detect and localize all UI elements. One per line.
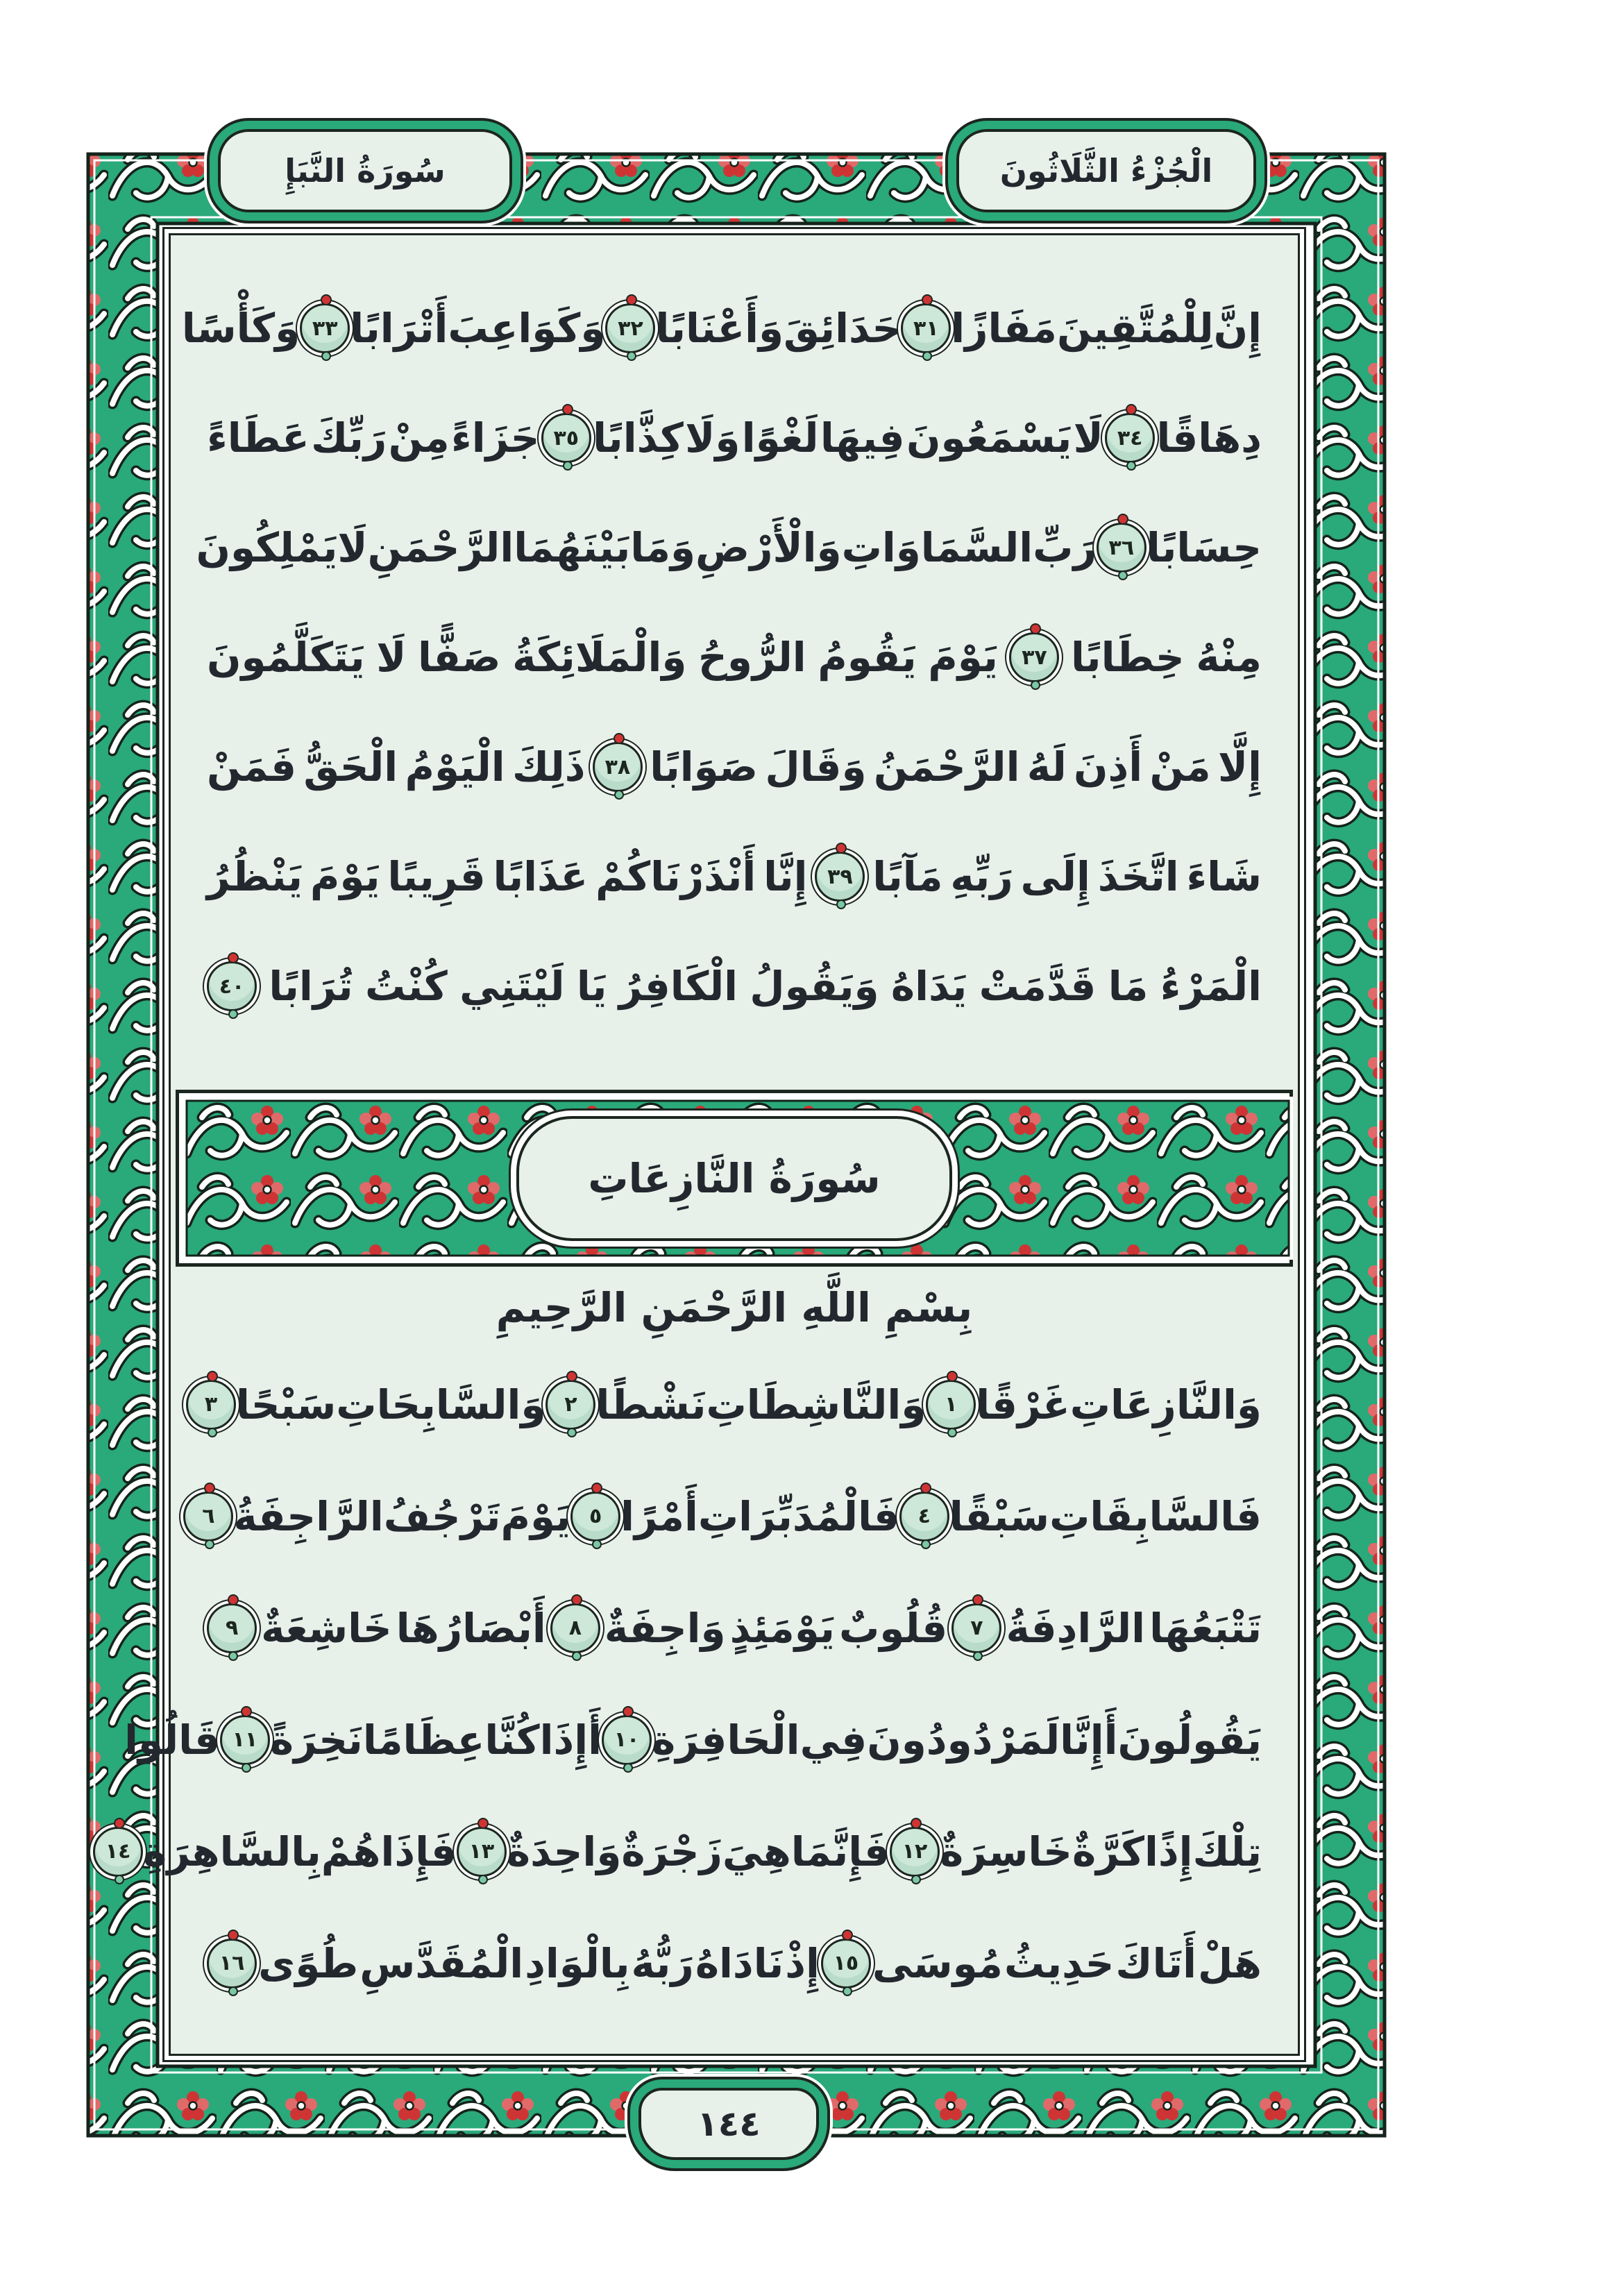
ayah-marker: ٣١ (901, 303, 951, 353)
quran-word: شَاءَ (1186, 853, 1262, 900)
ayah-marker: ١٠ (602, 1715, 652, 1765)
quran-word: لَا (376, 634, 407, 681)
quran-word: تَتْبَعُهَا (1149, 1604, 1262, 1652)
quran-word: فَالْمُدَبِّرَاتِ (697, 1492, 899, 1540)
quran-word: إِلَى (1020, 853, 1090, 900)
quran-word: عِظَامًا (362, 1716, 485, 1764)
quran-word: مَآبًا (872, 853, 943, 900)
quran-word: إِنَّا (763, 853, 808, 900)
basmala: بِسْمِ اللَّهِ الرَّحْمَنِ الرَّحِيمِ (496, 1284, 973, 1331)
quran-word: الرَّحْمَنُ (873, 743, 1020, 791)
quran-word: يَوْمَ (500, 1492, 571, 1540)
quran-word: لَا (337, 524, 368, 571)
ayah-marker: ١٤ (93, 1827, 143, 1877)
quran-word: الْمَرْءُ (1160, 963, 1262, 1010)
quran-word: أَتَاكَ (1115, 1939, 1197, 1987)
quran-line (105, 1796, 1262, 1907)
quran-word: مَنْ (1149, 743, 1211, 791)
quran-word: وَالنَّاشِطَاتِ (706, 1381, 927, 1428)
quran-word: وَالنَّازِعَاتِ (1069, 1381, 1262, 1428)
quran-line (207, 712, 1262, 822)
quran-word: نَادَاهُ (695, 1939, 784, 1987)
quran-word: لَهُ (1026, 743, 1067, 791)
quran-word: السَّمَاوَاتِ (841, 524, 1033, 571)
quran-word: لَيْتَنِي (459, 963, 565, 1010)
quran-word: وَأَعْنَابًا (655, 305, 784, 352)
quran-line (124, 1684, 1262, 1796)
surah-name-label: سُورَةُ النَّبَإِ (285, 152, 446, 189)
quran-word: يَنْظُرُ (207, 853, 303, 900)
quran-word: بِالسَّاهِرَةِ (143, 1827, 321, 1875)
ayah-marker: ٤٠ (207, 961, 257, 1011)
quran-word: طُوًى (258, 1939, 359, 1987)
quran-word: نَخِرَةً (269, 1716, 363, 1764)
quran-word: رَبُّهُ (631, 1939, 694, 1987)
quran-word: الْمُقَدَّسِ (359, 1939, 524, 1987)
quran-word: إِذًا (1144, 1827, 1193, 1875)
quran-word: أَإِذَا (539, 1716, 602, 1764)
quran-word: أَتْرَابًا (350, 305, 448, 352)
quran-word: قَرِيبًا (387, 853, 486, 900)
quran-line (207, 602, 1262, 712)
quran-word: أَبْصَارُهَا (396, 1604, 546, 1652)
quran-word: يَوْمَئِذٍ (729, 1604, 835, 1652)
ayah-marker: ٣٣ (300, 303, 350, 353)
juz-cartouche (956, 129, 1256, 212)
ayah-marker: ٢ (545, 1380, 595, 1430)
quran-word: خَاشِعَةٌ (261, 1604, 392, 1652)
quran-word: فَمَنْ (207, 743, 297, 791)
quran-word: أَمْرًا (620, 1492, 698, 1540)
quran-word: رَبِّ (1033, 524, 1097, 571)
quran-word: مَا (1108, 963, 1149, 1010)
quran-line (207, 1572, 1262, 1684)
quran-word: وَالْأَرْضِ (695, 524, 842, 571)
quran-word: فِيهَا (820, 414, 905, 462)
ayah-marker: ١١ (220, 1715, 270, 1765)
quran-word: إِلَّا (1217, 743, 1262, 791)
ayah-marker: ٣٢ (605, 303, 655, 353)
quran-word: صَفًّا (417, 634, 501, 681)
quran-line (202, 1460, 1262, 1572)
quran-line (207, 822, 1262, 931)
quran-word: الْحَافِرَةِ (652, 1716, 800, 1764)
surah-title-cartouche (516, 1116, 952, 1241)
quran-word: وَمَا (630, 524, 696, 571)
quran-word: بَيْنَهُمَا (514, 524, 631, 571)
quran-word: تِلْكَ (1192, 1827, 1262, 1875)
ayah-marker: ٣ (186, 1380, 236, 1430)
quran-word: ذَلِكَ (512, 743, 586, 791)
quran-word: هِيَ (722, 1827, 791, 1875)
quran-word: الرُّوحُ (698, 634, 806, 681)
ayah-marker: ٧ (951, 1603, 1001, 1653)
quran-word: الْيَوْمُ (405, 743, 505, 791)
quran-word: أَذِنَ (1074, 743, 1143, 791)
quran-word: دِهَاقًا (1156, 414, 1262, 462)
quran-word: أَإِنَّا (1060, 1716, 1118, 1764)
quran-word: فَالسَّابِقَاتِ (1049, 1492, 1262, 1540)
quran-line (196, 493, 1262, 602)
quran-word: فَإِنَّمَا (790, 1827, 890, 1875)
ayah-marker: ١ (926, 1380, 976, 1430)
quran-word: أَنْذَرْنَاكُمْ (595, 853, 756, 900)
quran-word: وَالسَّابِحَاتِ (336, 1381, 546, 1428)
quran-word: نَشْطًا (595, 1381, 707, 1428)
ayah-marker: ٣٨ (593, 742, 643, 792)
quran-word: وَكَوَاعِبَ (448, 305, 606, 352)
ayah-marker: ٥ (570, 1492, 620, 1542)
quran-word: عَطَاءً (207, 414, 310, 462)
quran-word: لِلْمُتَّقِينَ (1056, 305, 1214, 352)
quran-word: تَرْجُفُ (383, 1492, 501, 1540)
quran-word: فِي (800, 1716, 868, 1764)
quran-word: يَوْمَ (928, 634, 998, 681)
quran-word: كُنْتُ (364, 963, 448, 1010)
ayah-marker: ٣٥ (541, 413, 591, 463)
quran-word: غَرْقًا (976, 1381, 1070, 1428)
quran-word: وَاجِفَةٌ (604, 1604, 726, 1652)
quran-word: لَمَرْدُودُونَ (867, 1716, 1060, 1764)
quran-word: الرَّاجِفَةُ (233, 1492, 384, 1540)
quran-word: سَبْحًا (235, 1381, 337, 1428)
quran-word: يَوْمَ (310, 853, 380, 900)
quran-word: إِنَّ (1213, 305, 1262, 352)
quran-word: زَجْرَةٌ (621, 1827, 722, 1875)
quran-word: الرَّادِفَةُ (1006, 1604, 1145, 1652)
quran-word: وَلَا (685, 414, 741, 462)
quran-word: حَدِيثُ (1004, 1939, 1115, 1987)
quran-word: لَا (1073, 414, 1103, 462)
quran-word: قَدَّمَتْ (979, 963, 1097, 1010)
quran-lines-naba (181, 273, 1262, 1041)
quran-word: يَمْلِكُونَ (196, 524, 338, 571)
ayah-marker: ٣٩ (815, 852, 865, 902)
quran-word: وَيَقُولُ (750, 963, 879, 1010)
ayah-marker: ١٣ (457, 1827, 507, 1877)
quran-word: مِنْهُ (1196, 634, 1262, 681)
quran-word: جَزَاءً (451, 414, 540, 462)
quran-word: بِالْوَادِ (525, 1939, 630, 1987)
quran-word: حَدَائِقَ (784, 305, 902, 352)
quran-word: إِذْ (785, 1939, 820, 1987)
quran-line (207, 931, 1262, 1041)
quran-word: لَغْوًا (741, 414, 819, 462)
quran-word: هَلْ (1198, 1939, 1262, 1987)
quran-word: رَبِّكَ (311, 414, 387, 462)
quran-line (207, 1907, 1262, 2019)
ayah-marker: ٦ (183, 1492, 233, 1542)
quran-word: يَا (576, 963, 607, 1010)
quran-word: سَبْقًا (949, 1492, 1050, 1540)
quran-word: قُلُوبٌ (838, 1604, 948, 1652)
quran-word: تُرَابًا (269, 963, 353, 1010)
quran-word: هُمْ (321, 1827, 381, 1875)
ayah-marker: ٤ (899, 1492, 949, 1542)
text-area (105, 233, 1300, 2056)
quran-word: كِذَّابًا (593, 414, 684, 462)
quran-word: الْكَافِرُ (618, 963, 738, 1010)
quran-word: خَاسِرَةٌ (940, 1827, 1072, 1875)
surah-header-band (176, 1090, 1293, 1267)
quran-word: رَبِّهِ (950, 853, 1013, 900)
quran-word: وَالْمَلَائِكَةُ (512, 634, 687, 681)
quran-word: وَقَالَ (765, 743, 867, 791)
quran-word: كُنَّا (484, 1716, 540, 1764)
quran-word: كَرَّةٌ (1072, 1827, 1144, 1875)
ayah-marker: ١٥ (821, 1939, 871, 1989)
quran-word: مُوسَى (872, 1939, 1003, 1987)
quran-line (181, 273, 1262, 383)
ayah-marker: ١٦ (207, 1939, 257, 1989)
ayah-marker: ٩ (207, 1603, 257, 1653)
quran-word: وَاحِدَةٌ (506, 1827, 622, 1875)
quran-word: صَوَابًا (650, 743, 759, 791)
quran-word: يَقُومُ (818, 634, 917, 681)
ayah-marker: ٨ (550, 1603, 600, 1653)
quran-word: وَكَأْسًا (181, 305, 301, 352)
quran-word: الرَّحْمَنِ (367, 524, 514, 571)
quran-word: عَذَابًا (493, 853, 589, 900)
ayah-marker: ٣٤ (1105, 413, 1155, 463)
quran-word: مِنْ (388, 414, 450, 462)
quran-lines-naziat (105, 1349, 1262, 2019)
quran-word: يَدَاهُ (890, 963, 967, 1010)
quran-line (204, 1349, 1262, 1460)
quran-word: مَفَازًا (951, 305, 1057, 352)
quran-word: يَتَكَلَّمُونَ (207, 634, 365, 681)
ayah-marker: ٣٧ (1009, 632, 1059, 682)
page-number-cartouche (638, 2088, 819, 2160)
quran-word: يَقُولُونَ (1117, 1716, 1262, 1764)
quran-line (207, 383, 1262, 493)
quran-word: يَسْمَعُونَ (906, 414, 1072, 462)
quran-word: قَالُوا (124, 1716, 220, 1764)
quran-word: الْحَقُّ (303, 743, 398, 791)
quran-word: اتَّخَذَ (1097, 853, 1179, 900)
page-number: ١٤٤ (697, 2104, 761, 2144)
surah-title: سُورَةُ النَّازِعَاتِ (588, 1154, 881, 1202)
ayah-marker: ٣٦ (1097, 523, 1147, 573)
surah-name-cartouche (218, 129, 512, 212)
quran-word: حِسَابًا (1146, 524, 1262, 571)
quran-word: فَإِذَا (380, 1827, 457, 1875)
quran-word: خِطَابًا (1071, 634, 1185, 681)
juz-label: الْجُزْءُ الثَّلَاثُونَ (999, 152, 1213, 189)
ayah-marker: ١٢ (890, 1827, 940, 1877)
